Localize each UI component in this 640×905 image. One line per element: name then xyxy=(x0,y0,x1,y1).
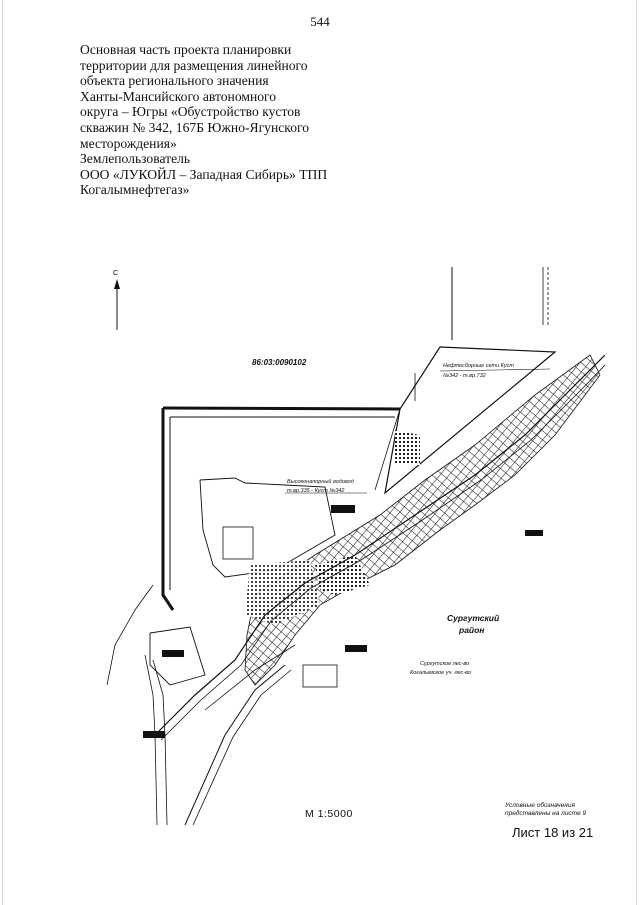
sheet-number: Лист 18 из 21 xyxy=(512,825,594,840)
callout-oil-gathering xyxy=(440,363,550,379)
document-title-block xyxy=(80,42,340,198)
title-line: месторождения» xyxy=(80,135,177,151)
land-user-line: Когалымнефтегаз» xyxy=(80,182,190,198)
svg-text:Нефтесборные сети Куст: Нефтесборные сети Куст xyxy=(443,363,514,369)
svg-text:т.вр.335 - Куст №342: т.вр.335 - Куст №342 xyxy=(287,488,345,494)
north-label: С xyxy=(113,270,119,277)
north-arrow-icon xyxy=(113,270,120,330)
map-scale: М 1:5000 xyxy=(305,808,353,820)
cadastral-number-label: 86:03:0090102 xyxy=(252,358,307,367)
scan-edge-left xyxy=(2,0,3,905)
svg-text:Высоконапорный водовод: Высоконапорный водовод xyxy=(287,479,354,485)
legend-reference-line: представлены на листе 9 xyxy=(505,810,587,817)
scan-edge-right xyxy=(636,0,637,905)
district-label: район xyxy=(459,625,485,635)
title-line: Ханты-Мансийского автономного xyxy=(80,88,277,104)
district-label: Сургутский xyxy=(447,613,500,623)
planning-map xyxy=(95,265,605,825)
svg-text:№342 - т.вр.732: №342 - т.вр.732 xyxy=(443,373,486,379)
title-line: объекта регионального значения xyxy=(80,73,269,89)
land-user-label: Землепользователь xyxy=(80,151,191,167)
forestry-label: Когалымское уч. лес-во xyxy=(410,670,471,676)
title-line: округа – Югры «Обустройство кустов xyxy=(80,104,301,120)
title-line: территории для размещения линейного xyxy=(80,57,308,73)
title-line: скважин № 342, 167Б Южно-Ягунского xyxy=(80,119,310,135)
legend-reference xyxy=(505,802,586,818)
forestry-label: Сургутское лес-во xyxy=(420,661,470,667)
title-line: Основная часть проекта планировки xyxy=(80,42,292,57)
legend-reference-line: Условные обозначения xyxy=(505,802,575,809)
land-user-line: ООО «ЛУКОЙЛ – Западная Сибирь» ТПП xyxy=(80,166,328,182)
page-number: 544 xyxy=(310,14,330,29)
